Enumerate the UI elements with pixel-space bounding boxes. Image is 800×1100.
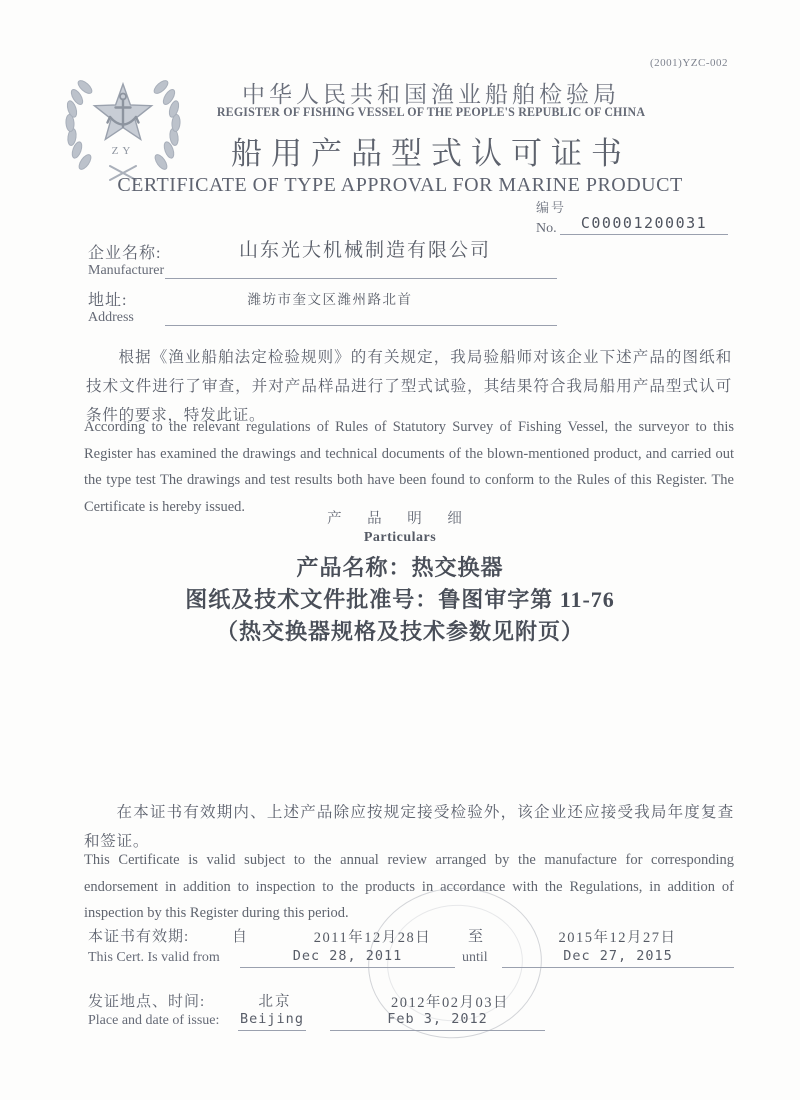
address-value: 潍坊市奎文区潍州路北首 — [247, 292, 413, 307]
cert-number-value: C00001200031 — [560, 214, 728, 235]
validity-until-label-en: until — [462, 950, 488, 965]
validity-to-date-cn: 2015年12月27日 — [558, 930, 677, 946]
cert-number-label-cn: 编号 — [536, 200, 567, 215]
manufacturer-underline — [165, 262, 557, 279]
cert-number-label-en: No. — [536, 221, 557, 236]
validity-note-en: This Certificate is valid subject to the annual review arranged by the manufacture for corresponding endorsement in addition to inspection to the products in accordance with the Regulations, in addition of inspection by this Register during this period. — [84, 852, 734, 921]
address-label-cn: 地址: — [88, 292, 128, 309]
validity-to-label-cn: 至 — [468, 929, 485, 945]
statement-cn: 根据《渔业船舶法定检验规则》的有关规定，我局验船师对该企业下述产品的图纸和技术文件进行了审查，并对产品样品进行了型式试验，其结果符合我局船用产品型式认可条件的要求，特发此证。 — [86, 349, 732, 424]
emblem-monogram: ZY — [111, 145, 135, 157]
address-underline — [165, 309, 557, 326]
issue-place-cn: 北京 — [258, 994, 292, 1010]
attachment-note-line: （热交换器规格及技术参数见附页） — [215, 619, 584, 644]
validity-label-cn: 本证书有效期: — [88, 929, 190, 945]
issue-label-cn: 发证地点、时间: — [88, 994, 206, 1010]
registry-emblem — [58, 70, 188, 190]
drawing-approval-line: 图纸及技术文件批准号：鲁图审字第 11-76 — [185, 587, 615, 612]
doc-code: (2001)YZC-002 — [650, 57, 728, 69]
product-name-line: 产品名称：热交换器 — [296, 555, 504, 580]
authority-name-en: REGISTER OF FISHING VESSEL OF THE PEOPLE'S REPUBLIC OF CHINA — [216, 104, 646, 119]
validity-label-en: This Cert. Is valid from — [88, 950, 220, 965]
manufacturer-label-cn: 企业名称: — [88, 245, 162, 262]
statement-en: According to the relevant regulations of Rules of Statutory Survey of Fishing Vessel, the surveyor to this Register has examined the drawings and technical documents of the blown-mentioned product, and carried out the type test The drawings and test results both have been found to conform to the Rules of this Register. The Certificate is hereby issued. — [84, 419, 734, 515]
address-label-en: Address — [88, 310, 134, 325]
issue-date-en: Feb 3, 2012 — [330, 1011, 545, 1031]
certificate-title-en: CERTIFICATE OF TYPE APPROVAL FOR MARINE PRODUCT — [117, 174, 683, 196]
validity-from-label-cn: 自 — [232, 929, 249, 945]
particulars-heading-cn: 产 品 明 细 — [327, 511, 473, 527]
star-anchor-wreath-icon — [58, 70, 188, 190]
manufacturer-label-en: Manufacturer — [88, 263, 165, 278]
issue-place-en: Beijing — [238, 1011, 306, 1031]
validity-from-date-en: Dec 28, 2011 — [240, 948, 455, 968]
validity-note-cn: 在本证书有效期内、上述产品除应按规定接受检验外，该企业还应接受我局年度复查和签证。 — [84, 804, 734, 850]
validity-from-date-cn: 2011年12月28日 — [313, 930, 432, 946]
authority-name-cn: 中华人民共和国渔业船舶检验局 — [242, 82, 620, 107]
issue-date-cn: 2012年02月03日 — [391, 995, 509, 1011]
particulars-heading-en: Particulars — [363, 530, 437, 545]
manufacturer-value: 山东光大机械制造有限公司 — [238, 240, 491, 261]
issue-label-en: Place and date of issue: — [88, 1013, 220, 1028]
validity-to-date-en: Dec 27, 2015 — [502, 948, 734, 968]
certificate-title-cn: 船用产品型式认可证书 — [231, 136, 631, 171]
